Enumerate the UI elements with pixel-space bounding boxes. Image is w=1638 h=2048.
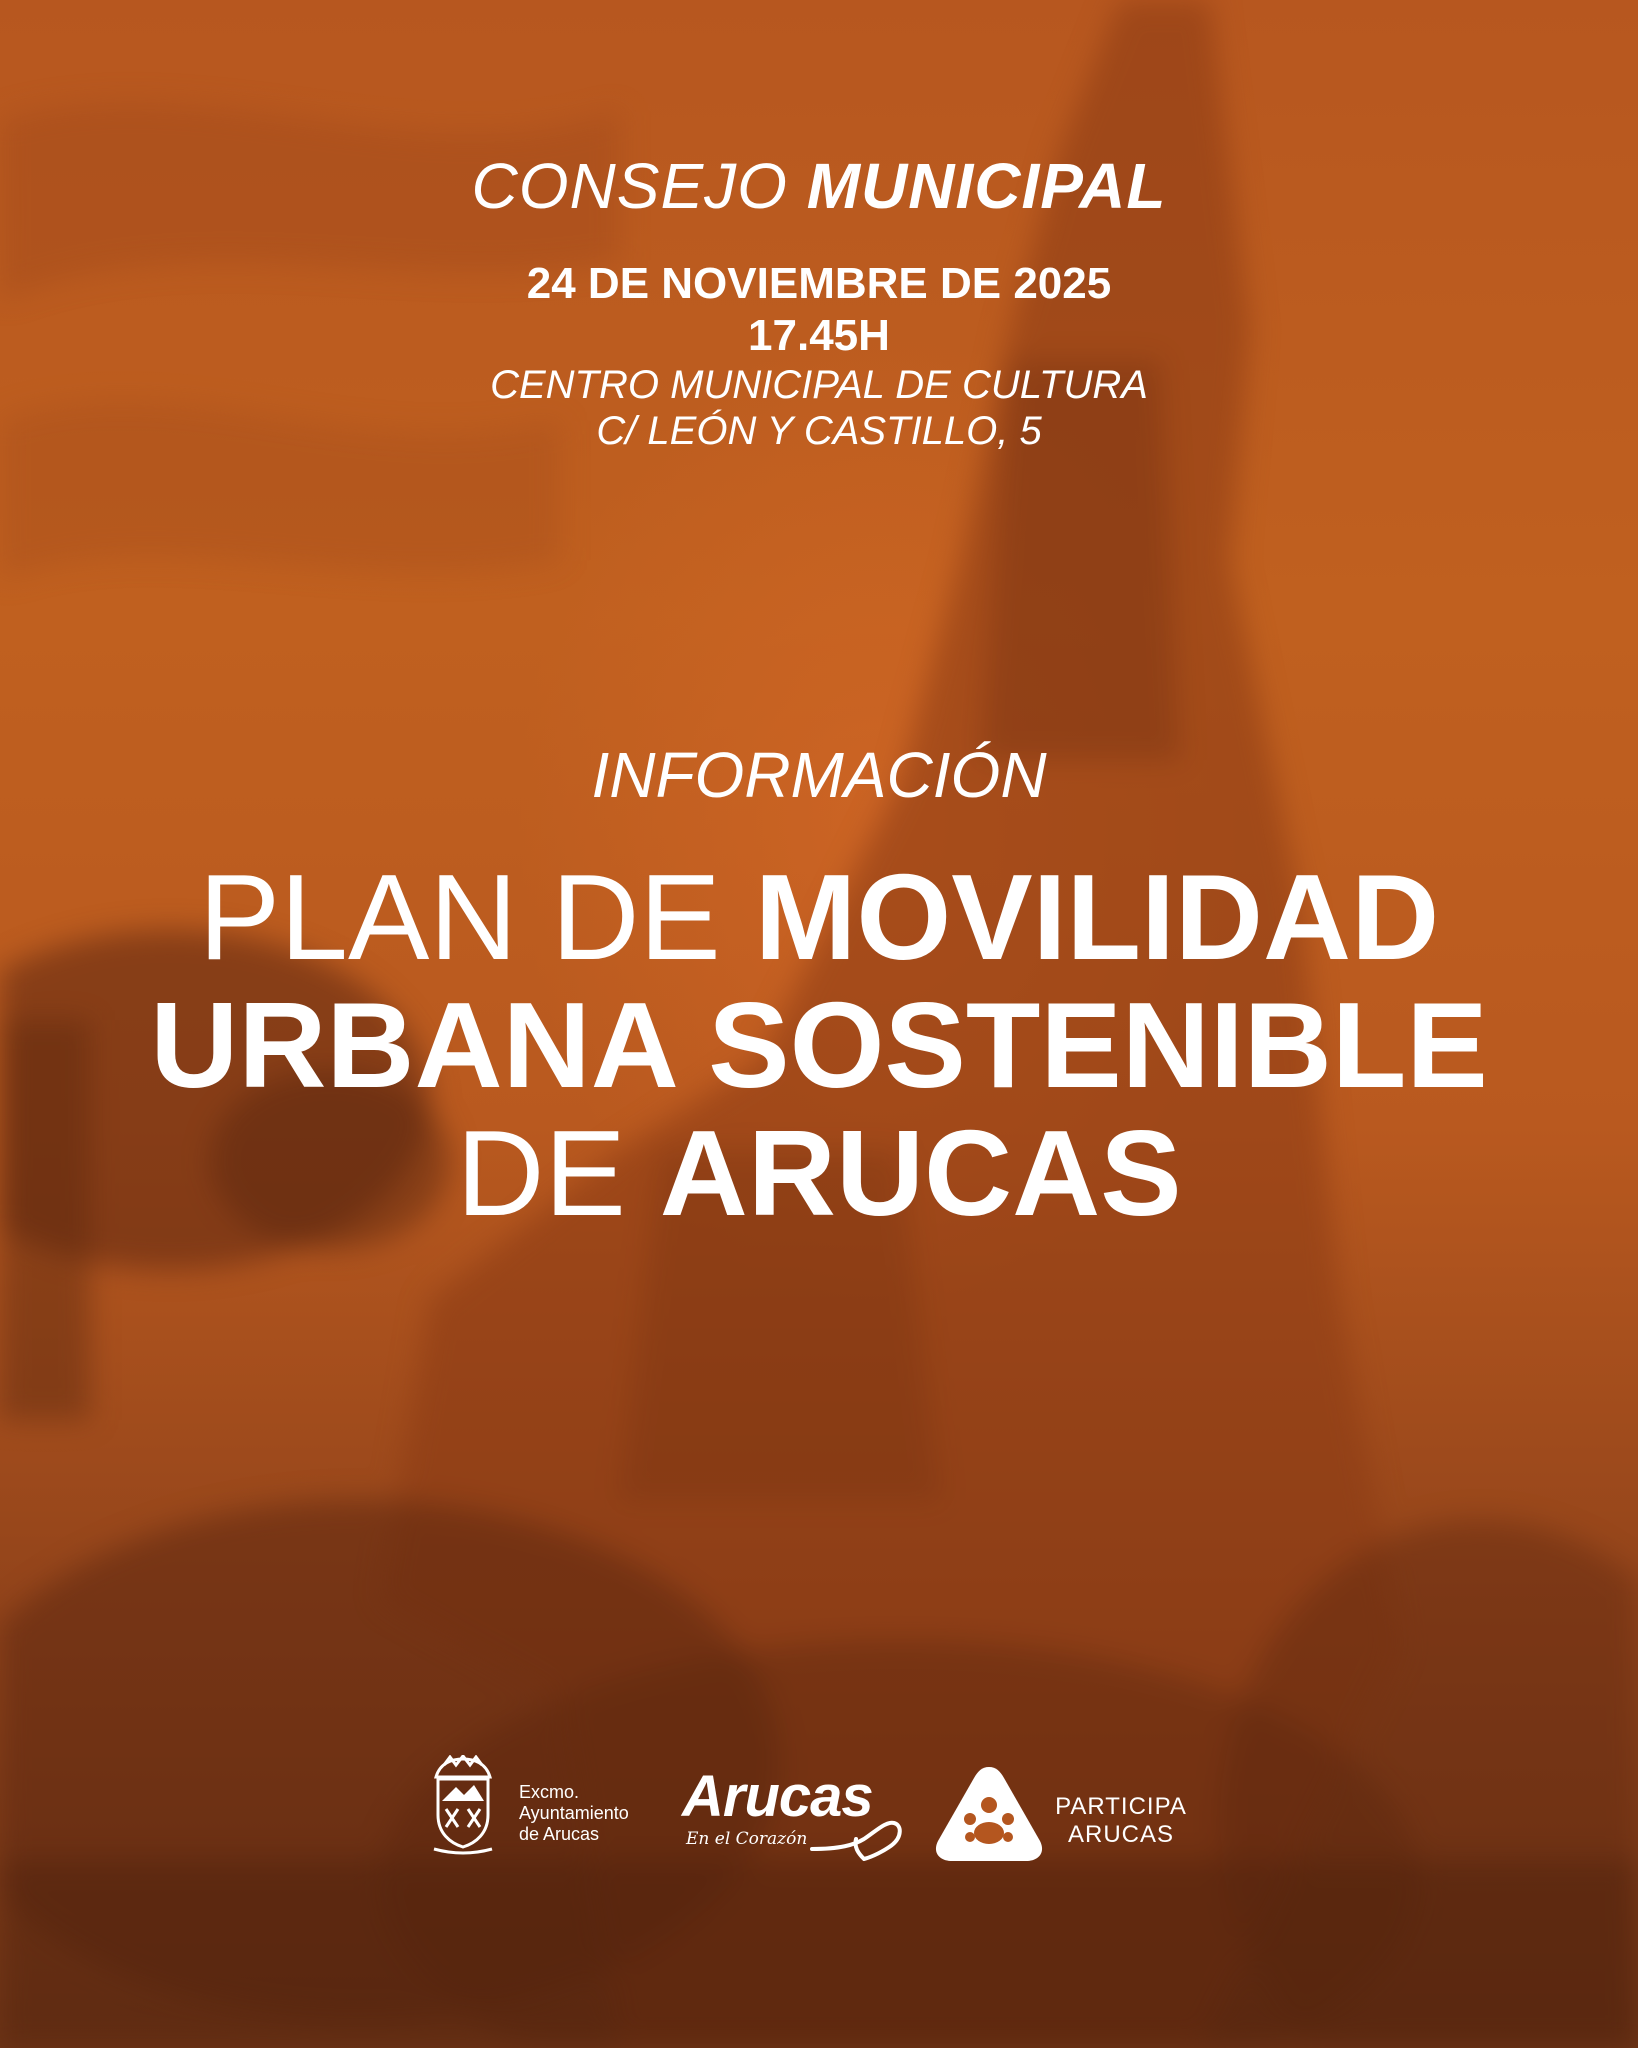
headline-line-3-bold: ARUCAS (659, 1105, 1182, 1241)
footer-logos (0, 1755, 1638, 1865)
headline-line-1-bold: MOVILIDAD (754, 849, 1440, 985)
event-date: 24 DE NOVIEMBRE DE 2025 (526, 259, 1112, 308)
headline-line-3 (0, 1105, 1638, 1241)
coat-of-arms-icon (430, 1755, 496, 1855)
kicker-informacion: INFORMACIÓN (591, 739, 1047, 811)
participa-line-2: ARUCAS (1067, 1821, 1175, 1848)
event-venue: CENTRO MUNICIPAL DE CULTURA (490, 363, 1148, 407)
event-address: C/ LEÓN Y CASTILLO, 5 (596, 409, 1042, 453)
headline-line-2-bold: URBANA SOSTENIBLE (150, 977, 1488, 1113)
participa-arucas-label (1047, 1793, 1195, 1849)
ayuntamiento-label (519, 1782, 629, 1845)
arucas-tagline: En el Corazón (686, 1829, 808, 1849)
ayuntamiento-line-1: Excmo. (519, 1782, 580, 1802)
council-title-bold: MUNICIPAL (806, 150, 1167, 222)
participa-line-1: PARTICIPA (1055, 1793, 1187, 1820)
council-title (0, 150, 1638, 222)
council-title-light: CONSEJO (471, 150, 807, 222)
heart-icon (810, 1815, 906, 1861)
headline-line-3-light: DE (456, 1105, 660, 1241)
arucas-en-el-corazon-logo (682, 1765, 910, 1865)
arucas-wordmark: Arucas (682, 1764, 873, 1829)
ayuntamiento-line-2: Ayuntamiento (519, 1803, 629, 1823)
headline-line-2 (0, 977, 1638, 1113)
headline-line-1-light: PLAN DE (198, 849, 755, 985)
event-time: 17.45H (748, 311, 890, 360)
paw-icon (930, 1763, 1048, 1863)
ayuntamiento-line-3: de Arucas (519, 1824, 600, 1844)
headline-line-1 (0, 849, 1638, 985)
